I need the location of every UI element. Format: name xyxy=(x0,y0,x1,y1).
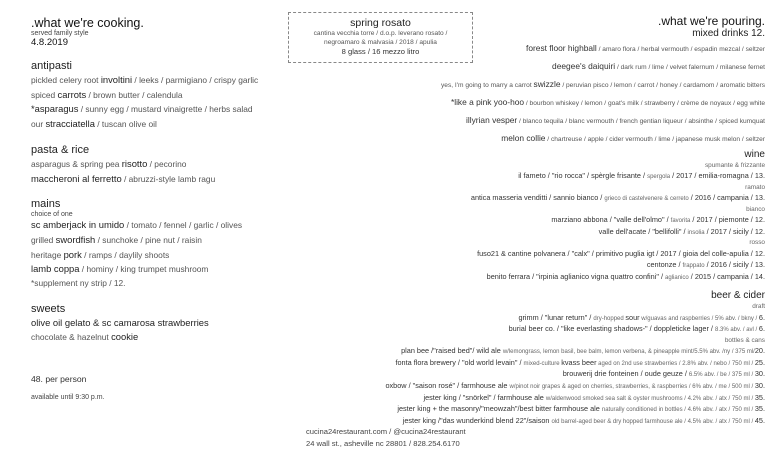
menu-item-segment: marziano abbona / "valle dell'olmo" / xyxy=(551,215,671,225)
menu-item xyxy=(345,272,765,284)
menu-item xyxy=(345,260,765,272)
menu-item-segment: / peruvian pisco / lemon / carrot / honey / cardamom / aromatic bitters xyxy=(560,82,765,89)
menu-item-segment: / 2017 / emilia-romagna / 13. xyxy=(670,171,765,181)
menu-item-segment: / sunny egg / mustard vinaigrette / herbs salad xyxy=(78,104,253,115)
section-note: choice of one xyxy=(31,211,73,219)
menu-item-segment: / 2017 / sicily / 12. xyxy=(704,226,765,236)
menu-item-segment: carrots xyxy=(57,88,87,100)
menu-item-segment: grilled xyxy=(31,234,56,245)
menu-item xyxy=(345,94,765,112)
menu-item-segment: 25. xyxy=(754,357,765,367)
subsection-label: bottles & cans xyxy=(724,336,765,344)
menu-item-segment: yes, I'm going to marry a carrot xyxy=(440,82,534,89)
menu-item-segment: old barrel-aged beer & dry hopped farmhouse ale / 4.5% abv. / atx / 750 ml / xyxy=(551,418,755,425)
menu-item-segment: / blanco tequila / blanc vermouth / french gentian liqueur / absinthe / spiced kumquat xyxy=(517,118,765,125)
menu-item xyxy=(31,73,271,88)
menu-item-segment: / 2015 / campania / 14. xyxy=(688,271,765,281)
menu-item-segment: forest floor highball xyxy=(526,43,597,53)
menu-item-segment: w/pinot noir grapes & aged on cherries, strawberries, & raspberries / 6% abv. / me / 500 ml / xyxy=(509,383,755,390)
menu-item xyxy=(31,172,271,187)
menu-item-segment: / leeks / parmigiano / crispy garlic xyxy=(132,75,259,85)
menu-item xyxy=(345,324,765,336)
menu-item-segment: jester king / "snörkel" / farmhouse ale xyxy=(423,392,546,402)
menu-item xyxy=(345,130,765,148)
menu-item-segment: risotto xyxy=(121,157,148,169)
menu-item-segment: / pecorino xyxy=(147,158,187,169)
menu-item xyxy=(31,157,271,172)
menu-item xyxy=(345,215,765,227)
menu-item-segment: / hominy / king trumpet mushroom xyxy=(79,264,209,275)
menu-item-segment: cookie xyxy=(111,331,139,343)
price-per-person: 48. per person xyxy=(31,374,87,385)
menu-item-segment: jester king + the masonry/"meowzah"/best bitter farmhouse ale xyxy=(397,404,602,414)
menu-item-segment: 20. xyxy=(754,346,765,356)
menu-item xyxy=(31,218,271,233)
menu-item-segment: aglianico xyxy=(665,274,689,281)
menu-item-segment: / sunchoke / pine nut / raisin xyxy=(95,234,202,245)
beer-list xyxy=(345,302,765,427)
cooking-sections xyxy=(31,59,271,345)
menu-item-segment: / tomato / fennel / garlic / olives xyxy=(124,220,243,231)
mixed-drinks-title: mixed drinks 12. xyxy=(692,28,765,39)
footer-address: 24 wall st., asheville nc 28801 / 828.254.6170 xyxy=(306,438,460,448)
menu-item-segment: fuso21 & cantine polvanera / "calx" / primitivo puglia igt / 2017 / gioia del colle-apulia / 12. xyxy=(477,248,765,258)
menu-item-segment: brouwerij drie fonteinen / oude geuze / xyxy=(562,369,689,379)
menu-item-segment: plan bee /"raised bed"/ wild ale xyxy=(401,346,503,356)
menu-item xyxy=(345,76,765,94)
wine-title: wine xyxy=(744,149,765,160)
menu-item xyxy=(345,404,765,416)
menu-item-segment: burial beer co. / "like everlasting shadows-" / doppleticke lager / xyxy=(508,324,715,334)
menu-item xyxy=(31,277,271,291)
menu-item-segment: *asparagus xyxy=(31,103,79,115)
menu-item-segment: 30. xyxy=(754,380,765,390)
section-title: pasta & rice xyxy=(31,143,90,156)
menu-item-segment: 6. xyxy=(758,324,765,334)
menu-item-segment: heritage xyxy=(31,249,64,260)
menu-item-segment: 35. xyxy=(754,392,765,402)
section-title: mains xyxy=(31,198,61,211)
menu-item xyxy=(345,193,765,205)
menu-item-segment: antica masseria venditti / sannio bianco / xyxy=(470,193,605,203)
menu-item-segment: w/aldenwood smoked sea salt & oyster mushrooms / 4.2% abv. / atx / 750 ml / xyxy=(545,395,755,402)
rosato-title: spring rosato xyxy=(350,17,411,29)
menu-item xyxy=(345,393,765,405)
menu-item-segment: pickled celery root xyxy=(31,75,101,85)
beer-title: beer & cider xyxy=(711,290,765,302)
subsection-label: bianco xyxy=(746,205,765,213)
menu-item-segment: olive oil gelato & sc camarosa strawberries xyxy=(31,316,209,328)
menu-item-segment: naturally conditioned in bottles / 4.6% abv. / atx / 750 ml / xyxy=(601,407,755,414)
menu-item xyxy=(345,249,765,261)
menu-item-segment: deegee's daiquiri xyxy=(552,61,616,71)
menu-item xyxy=(345,112,765,130)
footer xyxy=(306,426,466,449)
cooking-title: .what we're cooking. xyxy=(31,16,144,30)
menu-item-segment: / chartreuse / apple / cider vermouth / lime / japanese musk melon / seltzer xyxy=(545,136,765,143)
section-title: sweets xyxy=(31,302,66,315)
menu-item-segment: / dark rum / lime / velvet falernum / milanese fernet xyxy=(615,64,765,71)
footer-web: cucina24restaurant.com / @cucina24restaurant xyxy=(306,427,466,436)
menu-item-segment: jester king /"das wunderkind blend 22"/saison xyxy=(402,415,552,425)
menu-item-segment: pork xyxy=(63,248,82,260)
menu-item-segment: illyrian vesper xyxy=(466,115,518,125)
menu-item-segment: w/guavas and raspberries / 5% abv. / bkny / xyxy=(639,315,759,322)
menu-item xyxy=(345,313,765,325)
menu-item xyxy=(31,316,271,331)
menu-item xyxy=(345,171,765,183)
menu-item xyxy=(31,233,271,248)
menu-item xyxy=(31,102,271,117)
menu-item-segment: mixed-culture xyxy=(523,360,562,367)
wine-list xyxy=(345,161,765,283)
menu-item-segment: lamb coppa xyxy=(31,263,80,275)
menu-item-segment: kvass beer xyxy=(561,357,597,367)
menu-item-segment: frappato xyxy=(682,263,705,270)
menu-item-segment: *like a pink yoo-hoo xyxy=(450,97,525,107)
menu-item xyxy=(345,40,765,58)
rosato-line-2: negroamaro & malvasia / 2018 / apulia xyxy=(324,39,437,46)
menu-item xyxy=(345,381,765,393)
menu-item-segment: swizzle xyxy=(533,79,561,89)
menu-item xyxy=(31,330,271,345)
menu-item-segment: 45. xyxy=(754,415,765,425)
menu-item-segment: maccheroni al ferretto xyxy=(31,172,122,184)
menu-item-segment: / abruzzi-style lamb ragu xyxy=(121,173,216,184)
menu-item-segment: w/lemongrass, lemon basil, bee balm, lemon verbena, & pineapple mint/5.5% abv. /ny / 375 ml/ xyxy=(502,349,755,356)
menu-item-segment: swordfish xyxy=(55,233,96,245)
menu-item-segment: 35. xyxy=(754,404,765,414)
menu-item-segment: / 2016 / campania / 13. xyxy=(688,193,765,203)
cooking-column xyxy=(31,16,271,401)
menu-item-segment: valle dell'acate / "bellifolli" / xyxy=(598,226,688,236)
menu-item xyxy=(345,369,765,381)
menu-item xyxy=(345,358,765,370)
menu-item-segment: centonze / xyxy=(646,260,683,270)
menu-item-segment: chocolate & hazelnut xyxy=(31,332,112,343)
menu-item-segment: sour xyxy=(625,312,640,322)
menu-item-segment: our xyxy=(31,119,46,130)
menu-item-segment: / brown butter / calendula xyxy=(86,89,183,100)
menu-item-segment: asparagus & spring pea xyxy=(31,158,122,169)
menu-item-segment: melon collie xyxy=(501,133,546,143)
menu-item xyxy=(31,248,271,263)
cooking-subtitle: served family style xyxy=(31,30,89,37)
menu-date: 4.8.2019 xyxy=(31,37,68,48)
menu-item-segment: 30. xyxy=(754,369,765,379)
rosato-price: 8 glass / 16 mezzo litro xyxy=(341,47,420,56)
subsection-label: draft xyxy=(752,303,765,311)
menu-item-segment: 6. xyxy=(758,312,765,322)
menu-item-segment: sc amberjack in umido xyxy=(31,219,125,231)
menu-item-segment: spiced xyxy=(31,89,58,100)
menu-item-segment: grimm / "lunar return" / xyxy=(518,312,594,322)
availability-note: available until 9:30 p.m. xyxy=(31,393,105,401)
pouring-column xyxy=(345,14,765,427)
menu-item-segment: insolia xyxy=(687,229,705,236)
menu-item-segment: benito ferrara / "irpinia aglianico vigna quattro confini" / xyxy=(486,271,666,281)
menu-item xyxy=(345,58,765,76)
subsection-label: spumante & frizzante xyxy=(704,162,765,169)
menu-item xyxy=(345,227,765,239)
menu-item-segment: favorita xyxy=(670,218,691,225)
menu-item-segment: / amaro flora / herbal vermouth / espadin mezcal / seltzer xyxy=(596,46,765,53)
menu-item-segment: fonta flora brewery / "old world levain" / xyxy=(395,357,524,367)
menu-item-segment: aged on 2nd use strawberries / 2.8% abv. / nebo / 750 ml / xyxy=(596,360,755,367)
menu-item xyxy=(345,346,765,358)
menu-item xyxy=(31,117,271,132)
menu-item-segment: dry-hopped xyxy=(593,315,626,322)
subsection-label: ramato xyxy=(745,183,765,191)
menu-item xyxy=(31,88,271,103)
menu-item-segment: / tuscan olive oil xyxy=(94,119,157,130)
menu-item-segment: / 2017 / piemonte / 12. xyxy=(690,215,765,225)
section-title: antipasti xyxy=(31,60,72,72)
mixed-drinks-list xyxy=(345,40,765,148)
subsection-label: rosso xyxy=(749,239,765,247)
menu-item-segment: *supplement ny strip / 12. xyxy=(31,278,126,289)
menu-item-segment: / 2016 / sicily / 13. xyxy=(704,260,765,270)
menu-item-segment: 8.3% abv. / avl / xyxy=(714,327,759,334)
menu-item-segment: il fameto / "rio rocca" / spèrgle frisante / xyxy=(518,171,648,181)
menu-item-segment: involtini xyxy=(100,74,133,85)
menu-item xyxy=(31,262,271,277)
menu-item-segment: spergola xyxy=(647,174,671,181)
menu-item-segment: / bourbon whiskey / lemon / goat's milk / strawberry / crème de noyaux / egg white xyxy=(524,100,765,107)
menu-item-segment: grieco di castelvenere & cerreto xyxy=(604,196,689,203)
menu-item-segment: stracciatella xyxy=(45,118,95,130)
menu-item-segment: / ramps / daylily shoots xyxy=(81,249,170,260)
menu-item-segment: 6.5% abv. / be / 375 ml / xyxy=(688,372,755,379)
rosato-line-1: cantina vecchia torre / d.o.p. leverano rosato / xyxy=(313,30,448,37)
pouring-title: .what we're pouring. xyxy=(657,14,765,28)
menu-item-segment: oxbow / "saison rosé" / farmhouse ale xyxy=(385,380,510,390)
